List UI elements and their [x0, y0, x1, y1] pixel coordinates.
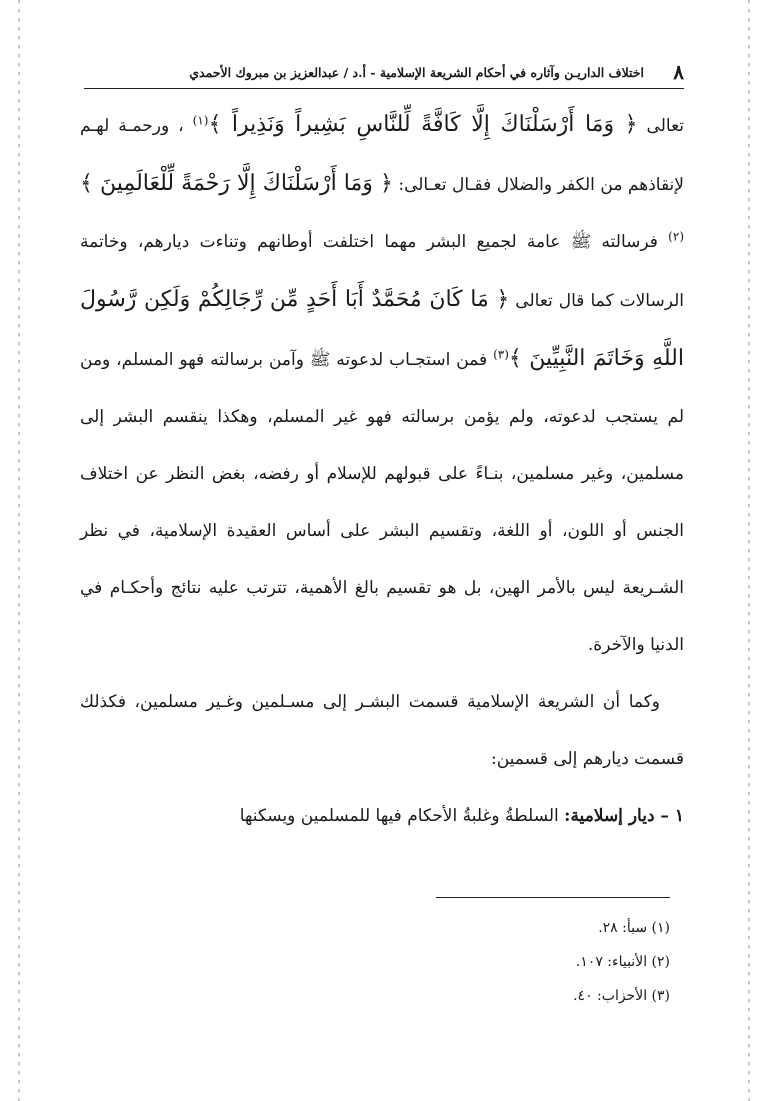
- list-item-label: ١ – ديار إسلامية:: [564, 806, 684, 826]
- paragraph-2: وكما أن الشريعة الإسلامية قسمت البشـر إلى مسـلمين وغـير مسلمين، فكذلك قسمت ديارهم إلى قسمين:: [80, 692, 684, 769]
- footnote: (١) سبأ: ٢٨.: [598, 920, 670, 936]
- footnote: (٣) الأحزاب: ٤٠.: [573, 988, 670, 1004]
- quran-verse: ﴿ وَمَا أَرْسَلْنَاكَ إِلَّا كَافَّةً لِّلنَّاسِ بَشِيراً وَنَذِيراً ﴾: [208, 112, 638, 137]
- quran-verse: ﴿ مَا كَانَ مُحَمَّدٌ أَبَا أَحَدٍ مِّن رِّجَالِكُمْ وَلَكِن رَّسُولَ اللَّهِ وَخَاتَمَ النَّبِيِّينَ ﴾: [80, 287, 684, 371]
- text-run: فرسالته: [591, 232, 669, 252]
- footnote-ref: (١): [192, 113, 209, 128]
- salutation-symbol: ﷺ: [309, 350, 331, 370]
- text-run: ، ورحمـة لهـم لإنقاذهم من الكفر والضلال فقـال تعـالى:: [80, 116, 684, 195]
- footnotes: [430, 911, 670, 1013]
- text-run: عامة لجميع البشر مهما اختلفت أوطانهم وتناءت ديارهم، وخاتمة الرسالات كما قال تعالى: [80, 232, 684, 311]
- text-run: تعالى: [637, 116, 684, 136]
- page-header: [84, 58, 684, 88]
- page-number: ٨: [673, 60, 684, 84]
- main-text: [80, 96, 684, 845]
- text-run: فمن استجـاب لدعوته: [330, 350, 494, 370]
- text-run: وآمن برسالته فهو المسلم، ومن لم يستجب لدعوته، ولم يؤمن برسالته فهو غير المسلم، وهكذا ينقسم البشر إلى مسلمين، وغير مسلمين، بنـاءً على قبولهم للإسلام أو رفضه، بغض النظر عن اختلاف الجنس أو اللون، أو اللغة، وتقسيم البشر على أساس العقيدة الإسلامية، في نظر الشـريعة ليس بالأمر الهين، بل هو تقسيم بالغ الأهمية، تترتب عليه نتائج وأحكـام في الدنيا والآخرة.: [80, 350, 684, 655]
- scan-edge-right: [748, 0, 750, 1101]
- quran-verse: ﴿ وَمَا أَرْسَلْنَاكَ إِلَّا رَحْمَةً لِّلْعَالَمِينَ ﴾: [80, 171, 393, 196]
- header-rule: [84, 88, 684, 89]
- paragraph-1: [80, 96, 684, 674]
- list-item-text: السلطةُ وغلبةُ الأحكام فيها للمسلمين ويسكنها: [239, 806, 565, 826]
- footnote-ref: (٢): [668, 229, 684, 244]
- running-title: اختلاف الداريـن وآثاره في أحكام الشريعة الإسلامية - أ.د / عبدالعزيز بن مبروك الأحمدي: [189, 65, 644, 80]
- salutation-symbol: ﷺ: [570, 232, 592, 252]
- footnote: (٢) الأنبياء: ١٠٧.: [575, 954, 670, 970]
- footnote-ref: (٣): [493, 347, 509, 362]
- footnote-rule: [436, 897, 670, 898]
- paragraph-3: [80, 788, 684, 845]
- scan-edge-left: [18, 0, 20, 1101]
